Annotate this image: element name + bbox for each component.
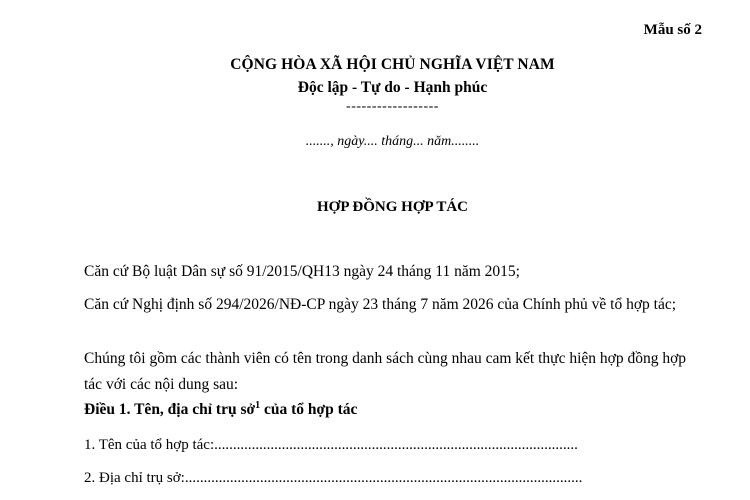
date-line: ......., ngày.... tháng... năm........ [305, 134, 480, 149]
article-1-heading [84, 401, 357, 419]
legal-basis-civil-code: Căn cứ Bộ luật Dân sự số 91/2015/QH13 ngày 24 tháng 11 năm 2015; [84, 263, 520, 280]
document-title: HỢP ĐỒNG HỢP TÁC [317, 199, 468, 215]
intro-paragraph: Chúng tôi gồm các thành viên có tên trong danh sách cùng nhau cam kết thực hiện hợp đồng hợp tác với các nội dung sau: [84, 350, 687, 393]
legal-basis-decree: Căn cứ Nghị định số 294/2026/NĐ-CP ngày 23 tháng 7 năm 2026 của Chính phủ về tổ hợp tác; [84, 296, 677, 313]
footnote-mark: 1 [255, 399, 261, 411]
country-name: CỘNG HÒA XÃ HỘI CHỦ NGHĨA VIỆT NAM [230, 56, 555, 73]
form-number: Mẫu số 2 [643, 22, 702, 38]
article-1-heading-text: Điều 1. Tên, địa chỉ trụ sở [84, 401, 256, 418]
field-head-office-address: 2. Địa chỉ trụ sở:.......................................................................................................... [84, 470, 583, 486]
field-cooperative-name: 1. Tên của tổ hợp tác:................................................................................................. [84, 437, 578, 453]
header-separator: ------------------ [346, 99, 439, 114]
article-1-heading-suffix: của tổ hợp tác [260, 401, 358, 418]
national-motto: Độc lập - Tự do - Hạnh phúc [297, 79, 488, 96]
